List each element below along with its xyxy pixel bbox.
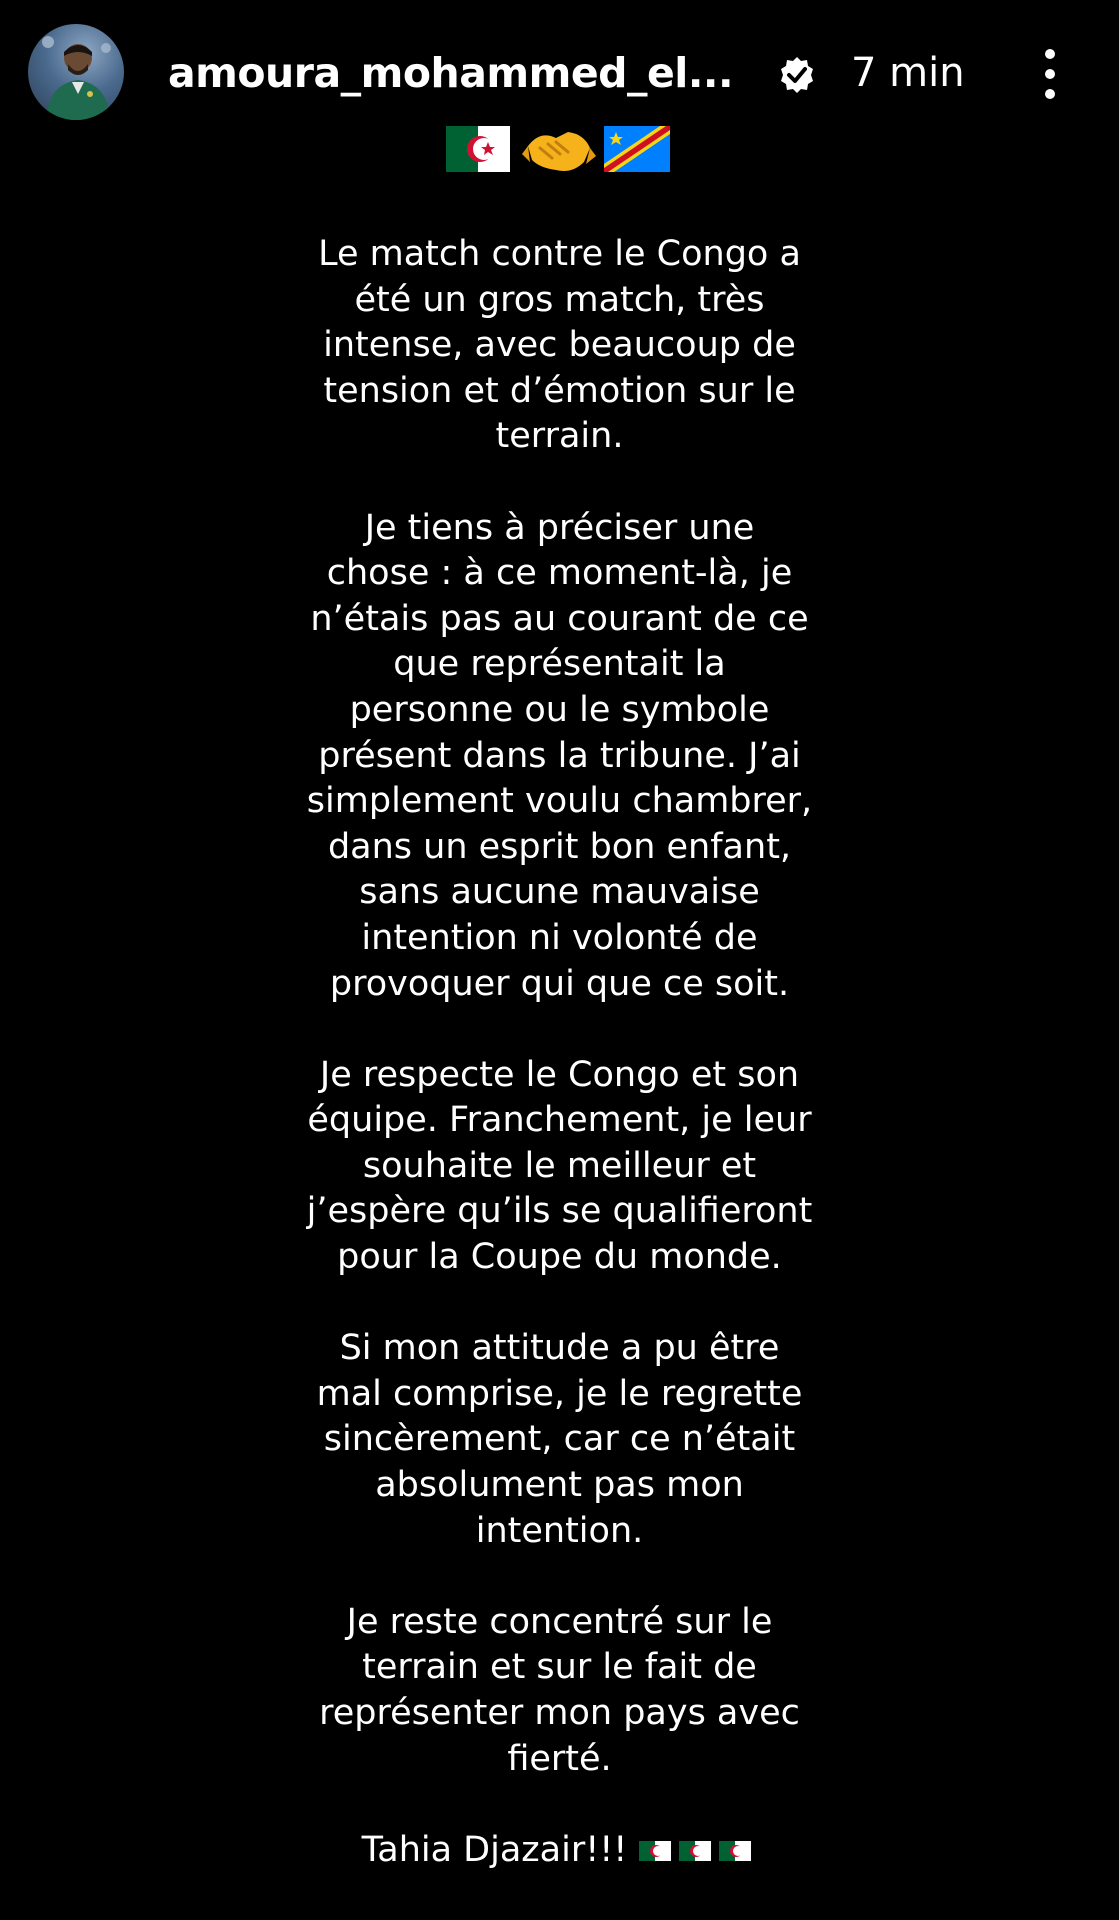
- drc-flag-icon: [604, 126, 670, 172]
- story-paragraph: Je tiens à préciser une chose : à ce moment-là, je n’étais pas au courant de ce que représentait la personne ou le symbole présent dans la tribune. J’ai simplement voulu chambrer, dans un esprit bon enfant, sans aucune mauvaise intention ni volonté de provoquer qui que ce soit.: [306, 507, 813, 1004]
- algeria-flags-icon: [637, 1838, 757, 1864]
- closing-line: [362, 1828, 758, 1874]
- more-vertical-icon[interactable]: [1030, 46, 1070, 102]
- emoji-row: [444, 118, 674, 178]
- verified-badge-icon: [778, 56, 816, 94]
- handshake-icon: [522, 132, 596, 171]
- algeria-flag-icon: [446, 126, 510, 172]
- avatar-photo-icon: [28, 24, 124, 120]
- avatar[interactable]: [28, 24, 124, 120]
- username[interactable]: amoura_mohammed_el...: [168, 49, 734, 97]
- story-paragraph: Je reste concentré sur le terrain et sur le fait de représenter mon pays avec fierté.: [319, 1601, 800, 1779]
- story-paragraph: Le match contre le Congo a été un gros match, très intense, avec beaucoup de tension et d’émotion sur le terrain.: [318, 234, 801, 457]
- post-time: 7 min: [851, 50, 965, 96]
- story-text: [0, 232, 1119, 1873]
- story-paragraph: Si mon attitude a pu être mal comprise, je le regrette sincèrement, car ce n’était absolument pas mon intention.: [316, 1328, 803, 1551]
- story-paragraph: Je respecte le Congo et son équipe. Franchement, je leur souhaite le meilleur et j’espère qu’ils se qualifieront pour la Coupe du monde.: [306, 1054, 813, 1278]
- closing-text: Tahia Djazair!!!: [361, 1829, 628, 1870]
- story-header: [0, 0, 1119, 130]
